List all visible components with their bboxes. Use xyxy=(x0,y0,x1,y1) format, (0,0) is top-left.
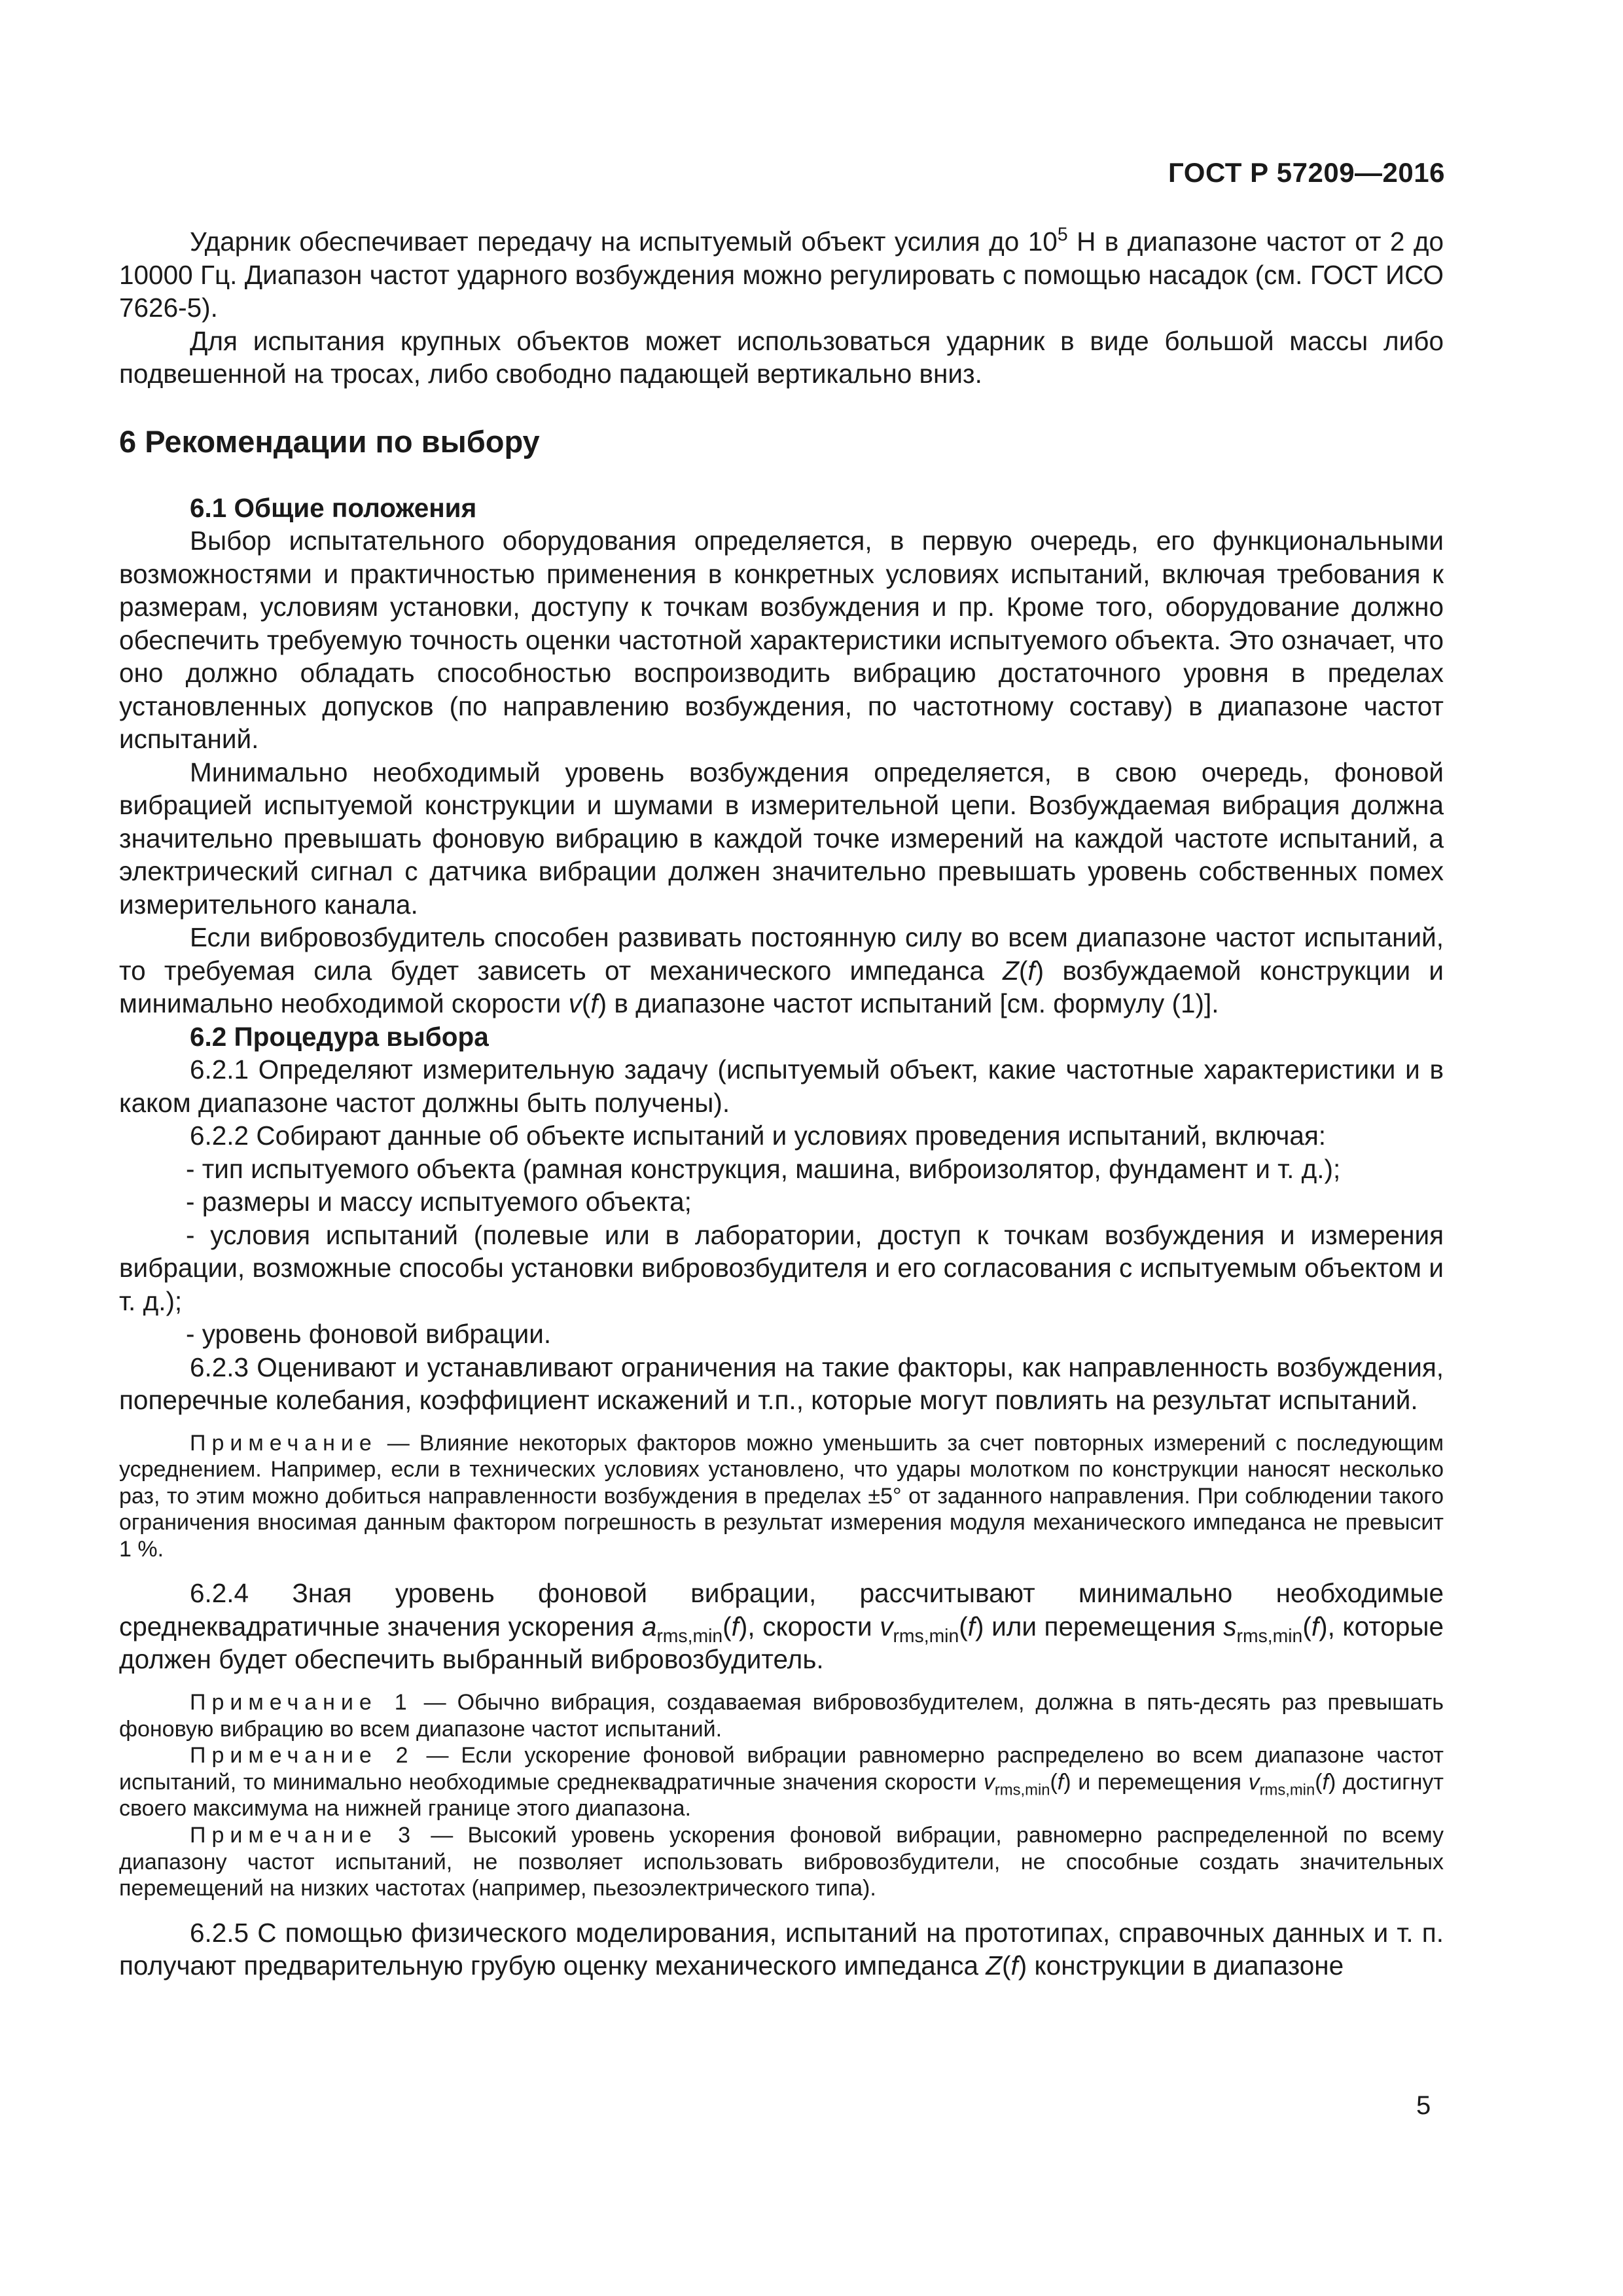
note-label: Примечание xyxy=(190,1743,378,1768)
s61-paragraph-1: Выбор испытательного оборудования определяется, в первую очередь, его функциональными возможностями и практичностью применения в конкретных условиях испытаний, включая требования к размерам, условиям установки, доступу к точкам возбуждения и пр. Кроме того, оборудование должно обеспечить требуемую точность оценки частотной характеристики испытуемого объекта. Это означает, что оно должно обладать способностью воспроизводить вибрацию достаточного уровня в пределах установленных допусков (по направлению возбуждения, по частотному составу) в диапазоне частот испытаний. xyxy=(119,526,1444,754)
velocity-symbol: v xyxy=(1248,1769,1260,1795)
acceleration-symbol: a xyxy=(641,1611,657,1641)
text: конструкции в диапазоне xyxy=(1027,1950,1344,1981)
text: , которые должен будет обеспечить выбранный вибровозбудитель. xyxy=(119,1611,1444,1675)
section-6-1-title: 6.1 Общие положения xyxy=(190,492,477,523)
note-number: 3 xyxy=(377,1822,416,1848)
s61-paragraph-3 xyxy=(119,921,1444,1020)
page-number: 5 xyxy=(1416,2091,1431,2120)
frequency-symbol: f xyxy=(1311,1611,1319,1641)
text: или перемещения xyxy=(984,1611,1224,1641)
impedance-symbol: Z xyxy=(986,1950,1002,1981)
p-6-2-4: 6.2.4 Зная уровень фоновой вибрации, рассчитывают минимально необходимые среднеквадратичные значения ускорения $a_{rms,min}(f)$, скорости $v_{rms,min}(f)$ или перемещения $s_{rms,min}(f)$, которые должен будет обеспечить выбранный вибровозбудитель. xyxy=(119,1578,1444,1675)
note-paragraph: Примечание 2 — Если ускорение фоновой вибрации равномерно распределено во всем диапазоне частот испытаний, то минимально необходимые среднеквадратичные значения скорости $v_{rms,min}(f)$ и перемещения $v_{rms,min}(f)$ достигнут своего максимума на нижней границе этого диапазона. xyxy=(119,1743,1444,1821)
note-text: — Если ускорение фоновой вибрации равномерно распределено во всем диапазоне частот испытаний, то минимально необходимые среднеквадратичные значения скорости xyxy=(119,1743,1444,1795)
note-label: Примечание xyxy=(190,1430,378,1456)
subscript: rms,min xyxy=(1259,1781,1315,1799)
subscript: rms,min xyxy=(656,1625,723,1647)
frequency-symbol: f xyxy=(731,1611,739,1641)
text: ( xyxy=(581,988,591,1018)
frequency-symbol: f xyxy=(1322,1769,1329,1795)
frequency-symbol: f xyxy=(1027,955,1035,986)
frequency-symbol: f xyxy=(590,988,598,1018)
note-text: достигнут своего максимума на нижней границе этого диапазона. xyxy=(119,1769,1444,1821)
note-label: Примечание xyxy=(190,1822,378,1848)
intro-paragraph-1 xyxy=(119,225,1444,325)
frequency-symbol: f xyxy=(967,1611,976,1641)
note-text: и перемещения xyxy=(1071,1769,1249,1795)
p-6-2-3: 6.2.3 Оценивают и устанавливают ограничения на такие факторы, как направленность возбуждения, поперечные колебания, коэффициент искажений и т.п., которые могут повлиять на результат испытаний. xyxy=(119,1352,1444,1415)
subscript: rms,min xyxy=(994,1781,1050,1799)
text: 6.2.5 С помощью физического моделирования, испытаний на прототипах, справочных данных и т. п. получают предварительную грубую оценку механического импеданса xyxy=(119,1917,1444,1981)
text: ) возбуждаемой конструкции и минимально необходимой скорости xyxy=(119,955,1444,1018)
displacement-symbol: s xyxy=(1223,1611,1237,1641)
impedance-symbol: Z xyxy=(1003,955,1019,986)
note-text: — Влияние некоторых факторов можно уменьшить за счет повторных измерений с последующим усреднением. Например, если в технических условиях установлено, что удары молотком по конструкции наносят несколько раз, то этим можно добиться направленности возбуждения в пределах ±5° от заданного направления. При соблюдении такого ограничения вносимая данным фактором погрешность в результат измерения модуля механического импеданса не превысит 1 %. xyxy=(119,1430,1444,1562)
note-number: 1 xyxy=(377,1689,413,1715)
note-paragraph xyxy=(119,1689,1444,1742)
intro-text: Н в диапазоне частот от 2 до 10000 Гц. Диапазон частот ударного возбуждения можно регулировать с помощью насадок (см. ГОСТ ИСО 7626-5). xyxy=(119,226,1444,323)
note-paragraph xyxy=(119,1822,1444,1902)
section-6-2-title: 6.2 Процедура выбора xyxy=(190,1021,489,1052)
frequency-symbol: f xyxy=(1010,1950,1018,1981)
text: , скорости xyxy=(747,1611,880,1641)
text: 6.2.4 Зная уровень фоновой вибрации, рассчитывают минимально необходимые среднеквадратичные значения ускорения xyxy=(119,1578,1444,1641)
page-content xyxy=(119,225,1444,1982)
p-6-2-5: 6.2.5 С помощью физического моделирования, испытаний на прототипах, справочных данных и т. п. получают предварительную грубую оценку механического импеданса Z(f) конструкции в диапазоне xyxy=(119,1917,1444,1981)
list-item: - тип испытуемого объекта (рамная конструкция, машина, виброизолятор, фундамент и т. д.); xyxy=(186,1153,1341,1184)
subscript: rms,min xyxy=(1236,1625,1303,1647)
subscript: rms,min xyxy=(893,1625,959,1647)
text: ( xyxy=(1018,955,1028,986)
note-text: — Обычно вибрация, создаваемая вибровозбудителем, должна в пять-десять раз превышать фоновую вибрацию во всем диапазоне частот испытаний. xyxy=(119,1689,1444,1742)
list-item: - уровень фоновой вибрации. xyxy=(186,1319,552,1349)
velocity-symbol: v xyxy=(880,1611,893,1641)
text: Если вибровозбудитель способен развивать постоянную силу во всем диапазоне частот испытаний, то требуемая сила будет зависеть от механического импеданса xyxy=(119,922,1444,986)
list-item: - размеры и массу испытуемого объекта; xyxy=(186,1187,692,1217)
document-code-header: ГОСТ Р 57209—2016 xyxy=(1168,157,1445,188)
p-6-2-1: 6.2.1 Определяют измерительную задачу (испытуемый объект, какие частотные характеристики и в каком диапазоне частот должны быть получены). xyxy=(119,1054,1444,1118)
note-text: — Высокий уровень ускорения фоновой вибрации, равномерно распределенной по всему диапазону частот испытаний, не позволяет использовать вибровозбудители, не способные создать значительных перемещений на низких частотах (например, пьезоэлектрического типа). xyxy=(119,1822,1444,1901)
velocity-symbol: v xyxy=(568,988,582,1018)
text: ) в диапазоне частот испытаний [см. формулу (1)]. xyxy=(597,988,1219,1018)
note-paragraph xyxy=(119,1430,1444,1563)
frequency-symbol: f xyxy=(1057,1769,1064,1795)
velocity-symbol: v xyxy=(983,1769,995,1795)
intro-paragraph-2: Для испытания крупных объектов может использоваться ударник в виде большой массы либо подвешенной на тросах, либо свободно падающей вертикально вниз. xyxy=(119,325,1444,389)
power-superscript: 5 xyxy=(1057,224,1068,245)
note-label: Примечание xyxy=(190,1689,378,1715)
p-6-2-2: 6.2.2 Собирают данные об объекте испытаний и условиях проведения испытаний, включая: xyxy=(190,1121,1327,1151)
note-block-2 xyxy=(119,1689,1444,1902)
s61-paragraph-2: Минимально необходимый уровень возбуждения определяется, в свою очередь, фоновой вибрацией испытуемой конструкции и шумами в измерительной цепи. Возбуждаемая вибрация должна значительно превышать фоновую вибрацию в каждой точке измерений на каждой частоте испытаний, а электрический сигнал с датчика вибрации должен значительно превышать уровень собственных помех измерительного канала. xyxy=(119,757,1444,920)
note-number: 2 xyxy=(377,1743,414,1768)
note-block-1 xyxy=(119,1430,1444,1563)
section-6-title: 6 Рекомендации по выбору xyxy=(119,423,540,459)
list-item: - условия испытаний (полевые или в лаборатории, доступ к точкам возбуждения и измерения вибрации, возможные способы установки вибровозбудителя и его согласования с испытуемым объектом и т. д.); xyxy=(119,1219,1444,1316)
intro-text: Ударник обеспечивает передачу на испытуемый объект усилия до 10 xyxy=(190,226,1058,257)
